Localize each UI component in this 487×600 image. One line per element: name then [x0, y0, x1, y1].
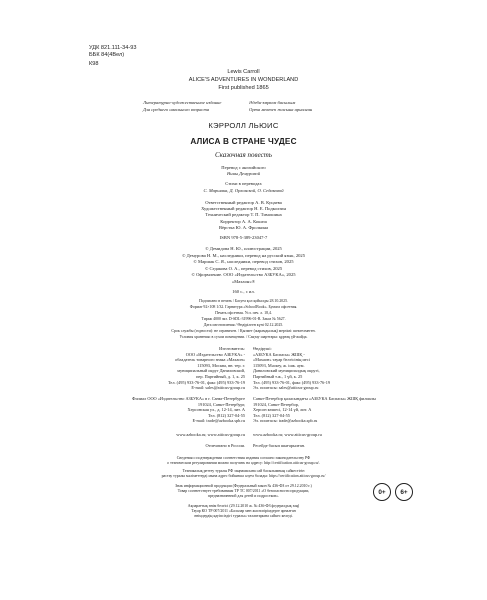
copyright-line: © Демидова Н. Ю., иллюстрации, 2025: [205, 246, 282, 251]
publisher-right-line: «АЗБУКА Баспасы» ЖШҚ -: [253, 351, 305, 357]
audience-left-1: Литературно-художественное издание: [143, 100, 222, 105]
isbn: ISBN 978-5-389-23047-7: [219, 235, 268, 240]
print-line: Тираж 4000 экз. D-SDL-31996-01-R. Заказ № 5627.: [201, 317, 286, 321]
age-rating-badge: 6+: [395, 483, 413, 501]
book-author: КЭРРОЛЛ ЛЬЮИС: [208, 121, 279, 130]
staff-tech-editor: Технический редактор Т. П. Тимошина: [205, 212, 282, 217]
original-title: ALICE'S ADVENTURES IN WONDERLAND: [188, 77, 299, 83]
branch-left-line: 191024, Санкт-Петербург,: [197, 401, 245, 407]
print-line: Дата изготовления / Өндірілген күні 02.12.2025.: [203, 323, 284, 327]
publisher-right-line: Даниловский муниципалдық округі,: [253, 368, 320, 374]
staff-art-editor: Художественный редактор Н. Е. Подколзин: [201, 206, 286, 211]
compliance-line: о техническом регулировании можно получить на адресу: http://certification.atticus-group.ru/.: [167, 461, 320, 465]
publisher-left-line: муниципальный округ Даниловский,: [177, 368, 245, 374]
copyright-line: © Седакова О. А., перевод стихов, 2025: [204, 266, 283, 271]
compliance-line: Техникалық реттеу туралы РФ заңнамасына сай басылымның сәйкестігін: [182, 469, 305, 473]
info-sign-line: предназначенной для детей и подростков».: [207, 494, 280, 498]
publisher-left-line: обладатель товарного знака «Махаон»: [175, 357, 245, 363]
branch-right-line: Херсон көшесі, 12-14 үй, лит. А: [253, 407, 312, 413]
book-title: АЛИСА В СТРАНЕ ЧУДЕС: [190, 137, 297, 146]
publisher-left-line: пер. Партийный, д. 1, к. 25: [196, 373, 245, 379]
translation-line-1: Перевод с английского: [221, 165, 266, 170]
udk-code: УДК 821.111-34-93: [89, 45, 137, 51]
branch-right-line: Эл. поштасы: trade@azbooka.spb.ru: [253, 418, 318, 424]
book-subtitle: Сказочная повесть: [215, 151, 272, 159]
publisher-left-line: Тел. (495) 933-76-01, факс (495) 933-76-19: [167, 379, 245, 385]
translation-line-3: Стихи в переводах: [225, 181, 262, 186]
publisher-right-line: Эл. поштасы: sales@atticus-group.ru: [253, 385, 319, 391]
audience-right-2: Орта мектеп жасына арналған: [249, 107, 313, 112]
translation-line-2: Нины Демуровой: [226, 171, 261, 176]
branch-right-line: Санкт-Петербор қаласындағы «АЗБУКА Баспасы» ЖШҚ филиалы: [253, 396, 376, 401]
website-left: www.azbooka.ru; www.atticus-group.ru: [176, 432, 245, 437]
branch-left-line: Херсонская ул., д. 12-14, лит. А: [187, 407, 245, 413]
audience-left-2: Для среднего школьного возраста: [143, 107, 210, 112]
website-right: www.azbooka.ru; www.atticus-group.ru: [253, 432, 322, 437]
kazakh-line: өнімдердің қауіпсіздігі туралы» талаптарына сәйкес келеді.: [194, 514, 293, 518]
print-line: Срок службы (годности): не ограничен. / Қызмет (жарамдылық) мерзімі: шектелмеген.: [171, 329, 316, 333]
age-rating-badge: 0+: [373, 483, 391, 501]
info-sign-line: Товар соответствует требованиям ТР ТС 007/2011 «О безопасности продукции,: [177, 489, 310, 493]
branch-right-line: 191024, Санкт-Петербор,: [253, 401, 299, 407]
publisher-right-line: «Махаон» тауар белгісінің иесі: [253, 357, 310, 363]
info-sign-line: Знак информационной продукции (Федеральный закон № 436-ФЗ от 29.12.2010 г.): [175, 484, 312, 488]
page-count: 160 с., с ил.: [232, 289, 255, 294]
trademark: «Махаон»®: [231, 279, 256, 284]
kazakh-line: Ақпараттық өнім белгісі (29.12.2010 ж. № 436-ФЗ федералдық заң): [187, 504, 300, 508]
publisher-left-line: ООО «Издательство АЗБУКА» -: [185, 351, 245, 357]
printed-in-left: Отпечатано в России.: [205, 443, 245, 448]
first-published: First published 1865: [218, 85, 269, 91]
publisher-left-line: Изготовитель:: [219, 346, 245, 351]
copyright-line: © Демурова Н. М., наследники, перевод на русский язык, 2025: [181, 253, 306, 258]
publisher-right: [253, 346, 330, 391]
copyright-line: © Маршак С. Я., наследники, перевод стихов, 2025: [193, 259, 294, 264]
printed-in-right: Ресейде басып шығарылған.: [253, 443, 306, 448]
audience-right-1: Әдеби-көркем басылым: [249, 100, 296, 105]
copyright-line: © Оформление. ООО «Издательство АЗБУКА», 2025: [191, 272, 296, 277]
bbk-code: ББК 84(4Вел): [89, 52, 125, 58]
staff-editor: Ответственный редактор А. В. Куцаева: [205, 200, 282, 205]
author-sign: К98: [89, 61, 99, 67]
staff-layout: Вёрстка Ю. А. Фролкина: [218, 225, 269, 230]
staff-proofreader: Корректор А. А. Кокиза: [220, 219, 267, 224]
kazakh-line: Тауар КО ТР 007/2011 «Балалар мен жасөспірімдерге арналған: [191, 509, 296, 513]
publisher-right-line: Партийный т.ж., 1 үй, к. 25: [253, 373, 303, 379]
original-author: Lewis Carroll: [227, 69, 260, 75]
branch-left-line: E-mail: trade@azbooka.spb.ru: [192, 418, 245, 424]
print-line: Печать офсетная. Усл. печ. л. 18,4.: [215, 311, 272, 315]
publisher-right-line: Тел. (495) 933-76-01, факс (495) 933-76-19: [253, 379, 331, 385]
print-line: Подписано в печать / Басуға қол қойылды 28.10.2025.: [199, 299, 288, 303]
print-line: Формат 92×108 1/32. Гарнитура «SchoolBook». Бумага офсетная.: [189, 305, 298, 309]
compliance-line: растау туралы мәліметтерді мына адрес бойынша алуға болады: https://certification.atticus-group.ru/: [161, 474, 326, 478]
compliance-line: Сведения о подтверждении соответствия издания согласно законодательству РФ: [176, 456, 311, 460]
translation-line-4: С. Маршака, Д. Орловской, О. Седаковой: [203, 188, 284, 193]
publisher-left-line: 115093, Москва, вн. тер. г.: [197, 362, 245, 368]
branch-left: [132, 396, 245, 424]
publisher-left: [168, 346, 245, 391]
branch-right-line: Тел. (812) 327-04-55: [253, 412, 290, 418]
publisher-right-line: 115093, Мәскеу, ж. ішк. аум.: [253, 362, 305, 368]
branch-left-line: Тел. (812) 327-04-55: [208, 412, 245, 418]
branch-right: [253, 396, 376, 424]
publisher-left-line: E-mail: sales@atticus-group.ru: [191, 385, 245, 391]
publisher-right-line: Өндіруші:: [253, 346, 272, 351]
print-line: Условия хранения: в сухом помещении. / Сақтау шарттары: құрғақ үй-жайда.: [179, 335, 308, 339]
branch-left-line: Филиал ООО «Издательство АЗБУКА» в г. Санкт-Петербурге: [132, 396, 245, 401]
